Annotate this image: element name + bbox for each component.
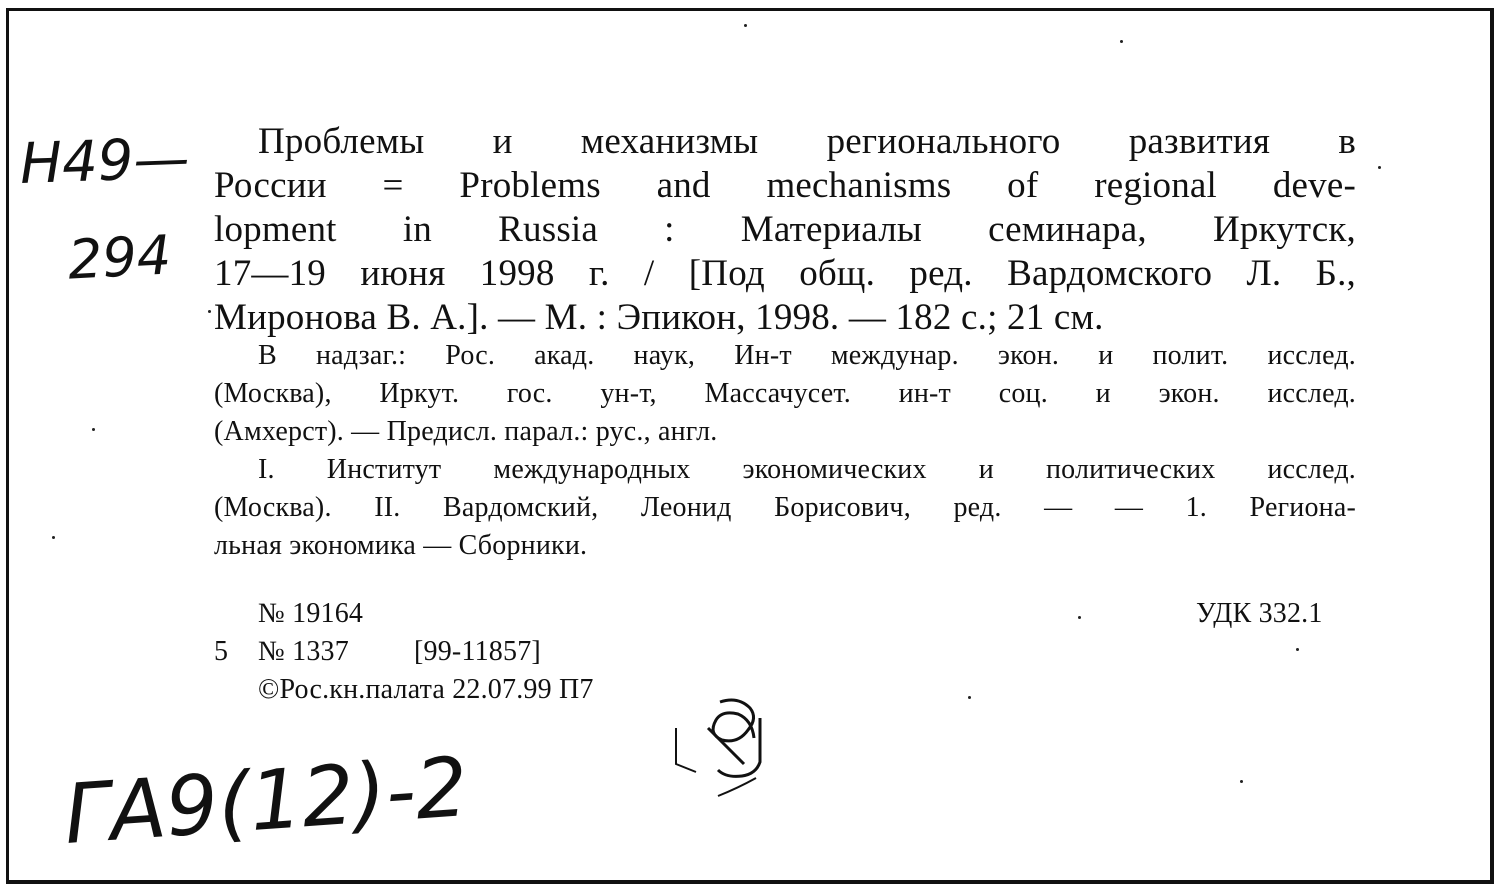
call-number-line1: Н49— <box>18 126 191 197</box>
udk-code: УДК 332.1 <box>1196 598 1323 629</box>
tracings-line-2: (Москва). II. Вардомский, Леонид Борисович, ред. — — 1. Региона- <box>214 492 1356 523</box>
scan-speck <box>1120 40 1123 43</box>
call-number-line2: 294 <box>66 223 173 292</box>
title-line-2: России = Problems and mechanisms of regional deve- <box>214 165 1356 206</box>
title-line-1: Проблемы и механизмы регионального развития в <box>258 121 1356 162</box>
notes-line-3: (Амхерст). — Предисл. парал.: рус., англ. <box>214 416 718 447</box>
registry-number-2: № 1337 <box>258 636 349 667</box>
handwritten-shelf-code: ГА9(12)-2 <box>61 740 471 863</box>
scan-speck <box>208 310 211 313</box>
registry-number-1: № 19164 <box>258 598 364 629</box>
registry-bracket: [99-11857] <box>414 636 541 667</box>
tracings-line-3: льная экономика — Сборники. <box>214 530 588 561</box>
notes-line-1: В надзаг.: Рос. акад. наук, Ин-т междунар. экон. и полит. исслед. <box>258 340 1356 371</box>
scan-speck <box>1378 166 1381 169</box>
title-line-4: 17—19 июня 1998 г. / [Под общ. ред. Вардомского Л. Б., <box>214 253 1356 294</box>
tracings-line-1: I. Институт международных экономических и политических исслед. <box>258 454 1356 485</box>
scan-speck <box>92 428 95 431</box>
scan-speck <box>52 536 55 539</box>
scan-speck <box>1240 780 1243 783</box>
scan-speck <box>1296 648 1299 651</box>
title-line-5: Миронова В. А.]. — М. : Эпикон, 1998. — 182 с.; 21 см. <box>214 297 1104 338</box>
copyright-line: ©Рос.кн.палата 22.07.99 П7 <box>258 674 594 705</box>
scan-speck <box>968 696 971 699</box>
notes-line-2: (Москва), Иркут. гос. ун-т, Массачусет. ин-т соц. и экон. исслед. <box>214 378 1356 409</box>
title-line-3: lopment in Russia : Материалы семинара, Иркутск, <box>214 209 1356 250</box>
scan-speck <box>744 24 747 27</box>
registry-prefix: 5 <box>214 636 229 667</box>
stamp-scribble-icon <box>668 688 788 808</box>
scan-speck <box>1078 616 1081 619</box>
